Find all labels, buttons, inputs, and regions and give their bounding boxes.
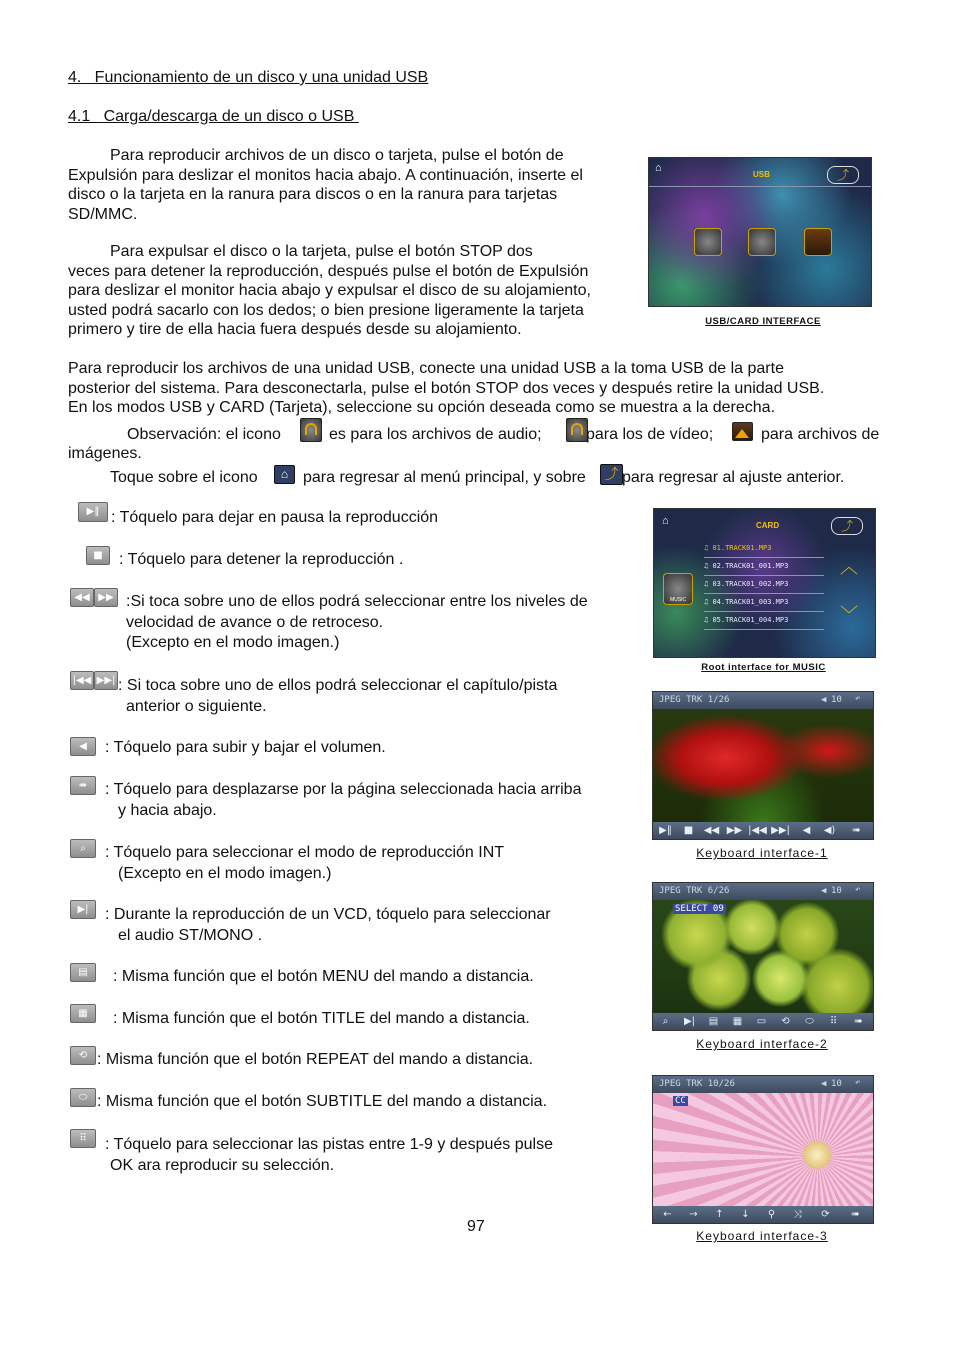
control-bar	[653, 1013, 873, 1030]
home-icon: ⌂	[662, 515, 669, 527]
card-figure-caption: Root interface for MUSIC	[701, 662, 826, 673]
usb-figure-caption: USB/CARD INTERFACE	[705, 316, 821, 327]
track-item[interactable]: ♫ 04.TRACK01_003.MP3	[704, 594, 824, 612]
home-icon: ⌂	[655, 162, 662, 174]
volume-level: 10	[831, 1079, 842, 1089]
observation-text-5: imágenes.	[68, 445, 142, 462]
return-icon[interactable]: ↶	[855, 885, 861, 895]
para-line: primero y tire de ella hacia fuera después desde su alojamiento.	[68, 321, 522, 338]
legend-volume	[105, 738, 386, 758]
card-screen-title: CARD	[756, 521, 780, 530]
legend-menu	[113, 967, 534, 987]
para-line: Para reproducir archivos de un disco o tarjeta, pulse el botón de	[110, 147, 564, 164]
music-label: MUSIC	[669, 597, 687, 603]
up-arrow-icon[interactable]: ↑	[715, 1209, 724, 1220]
legend-line: (Excepto en el modo imagen.)	[118, 865, 332, 882]
subtitle-icon[interactable]: ⬭	[805, 1016, 814, 1027]
int-mode-icon: ⌕	[70, 839, 96, 858]
legend-line: : Misma función que el botón SUBTITLE del mando a distancia.	[97, 1093, 548, 1110]
volume-up-icon[interactable]: ◀)	[823, 825, 836, 836]
status-bar	[653, 1076, 873, 1093]
legend-line: : Tóquelo para detener la reproducción .	[119, 551, 404, 568]
page-arrow-icon: ➠	[70, 776, 96, 795]
observation-text-4: para archivos de	[761, 426, 880, 443]
track-name: 03.TRACK01_002.MP3	[712, 580, 789, 588]
zoom-icon[interactable]: ⚲	[767, 1209, 776, 1220]
legend-line: : Tóquelo para subir y bajar el volumen.	[105, 739, 386, 756]
page-arrow-icon[interactable]: ➠	[851, 1209, 860, 1220]
legend-line: :Si toca sobre uno de ellos podrá seleccionar entre los niveles de	[126, 593, 588, 610]
keyboard-interface-2-screenshot	[652, 882, 874, 1031]
track-name: 02.TRACK01_001.MP3	[712, 562, 789, 570]
fast-forward-icon[interactable]: ▶▶	[726, 825, 743, 836]
track-name: 04.TRACK01_003.MP3	[712, 598, 789, 606]
paragraph-eject	[68, 242, 638, 340]
menu-icon[interactable]: ▤	[708, 1016, 719, 1027]
section-title: 4. Funcionamiento de un disco y una unidad USB	[68, 69, 429, 86]
status-text: JPEG TRK 1/26	[659, 695, 730, 705]
return-icon: ⤴	[827, 166, 859, 184]
right-arrow-icon[interactable]: →	[689, 1209, 698, 1220]
select-overlay: SELECT 09	[675, 904, 724, 914]
stop-icon: ■	[86, 546, 110, 565]
keyboard-2-caption: Keyboard interface-2	[696, 1037, 828, 1051]
legend-repeat	[97, 1050, 533, 1070]
usb-screen-title: USB	[753, 170, 770, 179]
keyboard-interface-3-screenshot	[652, 1075, 874, 1224]
volume-level: 10	[831, 695, 842, 705]
para-line: Para reproducir los archivos de una unidad USB, conecte una unidad USB a la toma USB de la parte	[68, 360, 784, 377]
page-arrow-icon[interactable]: ➠	[852, 825, 861, 836]
repeat-icon[interactable]: ⟲	[781, 1016, 790, 1027]
paragraph-usb	[68, 359, 888, 418]
legend-pause	[111, 508, 438, 528]
legend-line: el audio ST/MONO .	[118, 927, 263, 944]
subsection-title: 4.1 Carga/descarga de un disco o USB	[68, 108, 359, 125]
legend-page	[105, 779, 581, 821]
home-icon: ⌂	[274, 465, 295, 484]
volume-icon: ◀	[70, 737, 96, 756]
audio-stmono-icon[interactable]: ▶|	[683, 1016, 696, 1027]
numpad-icon: ⠿	[70, 1129, 96, 1148]
page-arrow-icon[interactable]: ➠	[854, 1016, 863, 1027]
next-track-icon[interactable]: ▶▶|	[771, 825, 790, 836]
title-icon: ▦	[70, 1004, 96, 1023]
control-bar	[653, 822, 873, 839]
legend-int	[105, 842, 504, 884]
observation-text-2: es para los archivos de audio;	[329, 426, 542, 443]
return-icon: ⤴	[831, 517, 863, 535]
status-bar	[653, 883, 873, 900]
legend-line: : Si toca sobre uno de ellos podrá seleccionar el capítulo/pista	[118, 677, 558, 694]
track-name: 01.TRACK01.MP3	[712, 544, 772, 552]
keyboard-1-caption: Keyboard interface-1	[696, 846, 828, 860]
legend-stmono	[105, 904, 551, 946]
touch-text-1: Toque sobre el icono	[110, 469, 258, 486]
divider	[649, 186, 871, 187]
track-item[interactable]: ♫ 05.TRACK01_004.MP3	[704, 612, 824, 630]
legend-line: : Tóquelo para seleccionar el modo de reproducción INT	[105, 844, 505, 861]
display-icon[interactable]: ▭	[756, 1016, 767, 1027]
legend-line: (Excepto en el modo imagen.)	[126, 634, 340, 651]
audio-icon	[300, 418, 322, 442]
status-bar	[653, 692, 873, 709]
para-line: Expulsión para deslizar el monitos hacia abajo. A continuación, inserte el	[68, 166, 583, 184]
menu-icon: ▤	[70, 963, 96, 982]
umbrella-center	[803, 1141, 831, 1169]
play-pause-icon[interactable]: ▶‖	[659, 825, 672, 836]
prev-track-icon[interactable]: |◀◀	[748, 825, 767, 836]
video-icon	[748, 228, 776, 256]
track-item[interactable]: ♫ 01.TRACK01.MP3	[704, 540, 824, 558]
scroll-down-icon[interactable]: ﹀	[840, 605, 858, 625]
legend-line: : Tóquelo para dejar en pausa la reproducción	[111, 509, 439, 526]
legend-line: : Tóquelo para seleccionar las pistas entre 1-9 y después pulse	[105, 1136, 553, 1153]
paragraph-insert	[68, 146, 628, 224]
shuffle-icon[interactable]: ⤨	[793, 1209, 802, 1220]
next-track-icon: ▶▶|	[94, 671, 118, 690]
observation-text-1: Observación: el icono	[127, 426, 281, 443]
para-line: disco o la tarjeta en la ranura para discos o en la ranura para tarjetas	[68, 186, 558, 203]
volume-icon: ◀	[821, 1079, 827, 1089]
touch-text-3: para regresar al ajuste anterior.	[622, 469, 845, 486]
track-item[interactable]: ♫ 02.TRACK01_001.MP3	[704, 558, 824, 576]
keyboard-3-caption: Keyboard interface-3	[696, 1229, 828, 1243]
audio-stmono-icon: ▶|	[70, 900, 96, 919]
stop-icon[interactable]: ■	[683, 825, 694, 836]
usb-interface-screenshot	[648, 157, 872, 307]
return-icon[interactable]: ↶	[855, 1078, 861, 1088]
para-line: usted podrá sacarlo con los dedos; o bien presione ligeramente la tarjeta	[68, 301, 584, 319]
legend-line: velocidad de avance o de retroceso.	[126, 613, 384, 631]
legend-stop	[119, 550, 403, 570]
legend-line: : Misma función que el botón TITLE del mando a distancia.	[113, 1010, 530, 1027]
legend-line: : Tóquelo para desplazarse por la página seleccionada hacia arriba	[105, 781, 582, 798]
legend-numpad	[105, 1134, 553, 1176]
legend-chapter	[118, 675, 557, 717]
volume-icon: ◀	[821, 886, 827, 896]
rotate-icon[interactable]: ⟳	[821, 1209, 830, 1220]
legend-subtitle	[97, 1092, 547, 1112]
legend-line: : Durante la reproducción de un VCD, tóquelo para seleccionar	[105, 906, 551, 923]
legend-line: anterior o siguiente.	[126, 698, 267, 715]
audio-icon	[694, 228, 722, 256]
track-name: 05.TRACK01_004.MP3	[712, 616, 789, 624]
control-bar	[653, 1206, 873, 1223]
down-arrow-icon[interactable]: ↓	[741, 1209, 750, 1220]
volume-level: 10	[831, 886, 842, 896]
para-line: veces para detener la reproducción, después pulse el botón de Expulsión	[68, 262, 589, 280]
return-icon[interactable]: ↶	[855, 694, 861, 704]
play-pause-icon: ▶‖	[78, 502, 108, 522]
subtitle-icon: ⬭	[70, 1088, 96, 1107]
status-text: JPEG TRK 10/26	[659, 1079, 735, 1089]
legend-line: : Misma función que el botón REPEAT del mando a distancia.	[97, 1051, 534, 1068]
image-icon	[732, 422, 753, 441]
volume-icon: ◀	[821, 695, 827, 705]
legend-speed	[126, 592, 588, 654]
touch-text-2: para regresar al menú principal, y sobre	[303, 469, 586, 486]
rewind-icon[interactable]: ◀◀	[703, 825, 720, 836]
keyboard-interface-1-screenshot	[652, 691, 874, 840]
fast-forward-icon: ▶▶	[94, 588, 118, 607]
numpad-icon[interactable]: ⠿	[829, 1016, 838, 1027]
para-line: posterior del sistema. Para desconectarla, pulse el botón STOP dos veces y después retire la unidad USB.	[68, 379, 825, 397]
prev-track-icon: |◀◀	[70, 671, 94, 690]
para-line: SD/MMC.	[68, 205, 138, 223]
status-text: JPEG TRK 6/26	[659, 886, 730, 896]
track-item[interactable]: ♫ 03.TRACK01_002.MP3	[704, 576, 824, 594]
repeat-icon: ⟲	[70, 1046, 96, 1065]
rewind-icon: ◀◀	[70, 588, 94, 607]
title-icon[interactable]: ▦	[732, 1016, 743, 1027]
observation-text-3: para los de vídeo;	[586, 426, 714, 443]
legend-title	[113, 1009, 530, 1029]
legend-line: : Misma función que el botón MENU del mando a distancia.	[113, 968, 534, 985]
card-music-screenshot	[653, 508, 876, 658]
left-arrow-icon[interactable]: ←	[663, 1209, 672, 1220]
image-icon	[804, 228, 832, 256]
para-line: para deslizar el monitor hacia abajo y expulsar el disco de su alojamiento,	[68, 282, 591, 299]
scroll-up-icon[interactable]: ︿	[840, 557, 858, 577]
page-number: 97	[467, 1218, 485, 1235]
para-line: En los modos USB y CARD (Tarjeta), seleccione su opción deseada como se muestra a la derecha.	[68, 399, 776, 416]
track-list	[704, 540, 824, 630]
para-line: Para expulsar el disco o la tarjeta, pulse el botón STOP dos	[110, 243, 533, 260]
video-icon	[566, 418, 588, 442]
legend-line: OK ara reproducir su selección.	[110, 1157, 335, 1174]
cc-overlay: CC	[675, 1096, 686, 1106]
legend-line: y hacia abajo.	[118, 802, 217, 819]
return-icon: ⤴	[600, 464, 623, 485]
music-icon[interactable]	[663, 573, 693, 605]
volume-icon[interactable]: ◀	[802, 825, 811, 836]
int-mode-icon[interactable]: ⌕	[662, 1016, 669, 1027]
